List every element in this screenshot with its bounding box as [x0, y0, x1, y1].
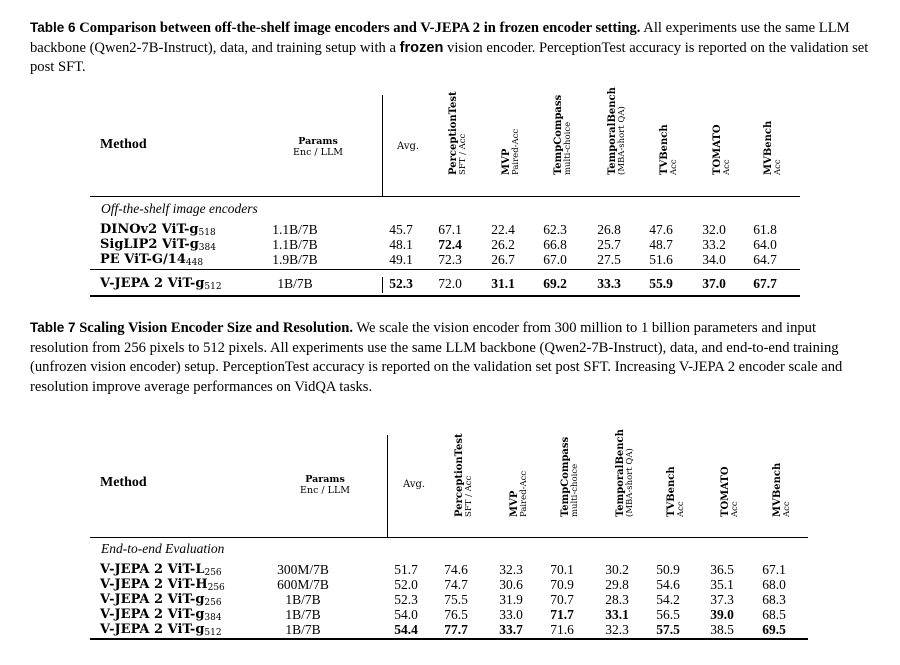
table-row — [90, 222, 800, 238]
benchmark-metric: Paired-Acc — [511, 128, 521, 175]
benchmark-metric: multi-choice — [563, 121, 573, 175]
params-cell: 1B/7B — [285, 592, 321, 607]
table-row — [90, 252, 800, 268]
table7-header-params — [270, 474, 380, 496]
model-resolution: 256 — [204, 568, 222, 578]
table-row — [90, 237, 800, 253]
score-cell: 74.6 — [444, 562, 468, 577]
model-base: SigLIP2 ViT-g — [100, 237, 199, 252]
benchmark-name: TemporalBench — [615, 429, 626, 517]
avg-cell: 54.4 — [394, 622, 418, 637]
benchmark-name: TVBench — [666, 466, 677, 517]
score-cell: 54.6 — [656, 577, 680, 592]
model-base: PE ViT-G/14 — [100, 252, 186, 267]
benchmark-metric: Paired-Acc — [519, 470, 529, 517]
table6-section-label: Off-the-shelf image encoders — [101, 201, 258, 216]
params-cell: 1.1B/7B — [272, 222, 318, 237]
score-cell: 30.2 — [605, 562, 629, 577]
benchmark-name: TempCompass — [553, 94, 564, 175]
score-cell: 48.7 — [649, 237, 673, 252]
benchmark-metric: Acc — [782, 501, 792, 517]
score-cell: 25.7 — [597, 237, 621, 252]
score-cell: 62.3 — [543, 222, 567, 237]
benchmark-name: PerceptionTest — [448, 91, 459, 175]
benchmark-header-tempcompass — [554, 95, 573, 175]
model-base: V-JEPA 2 ViT-H — [100, 577, 208, 592]
table-row — [90, 592, 808, 608]
table6-header-params — [263, 136, 373, 158]
model-resolution: 384 — [198, 243, 216, 253]
table7-bottom-rule — [90, 638, 808, 640]
avg-cell: 52.3 — [389, 276, 413, 291]
score-cell: 67.0 — [543, 252, 567, 267]
score-cell: 76.5 — [444, 607, 468, 622]
avg-cell: 48.1 — [389, 237, 413, 252]
score-cell: 68.3 — [762, 592, 786, 607]
benchmark-header-perceptiontest — [455, 433, 474, 517]
score-cell: 36.5 — [710, 562, 734, 577]
score-cell: 34.0 — [702, 252, 726, 267]
benchmark-name: MVBench — [763, 120, 774, 175]
benchmark-header-perceptiontest — [449, 91, 468, 175]
benchmark-header-temporalbench — [608, 87, 627, 175]
score-cell: 67.1 — [438, 222, 462, 237]
table6-label: Table 6 — [30, 20, 76, 35]
score-cell: 22.4 — [491, 222, 515, 237]
params-cell: 300M/7B — [277, 562, 329, 577]
score-cell: 75.5 — [444, 592, 468, 607]
score-cell: 74.7 — [444, 577, 468, 592]
benchmark-name: TOMATO — [712, 124, 723, 175]
table7-header-separator — [387, 435, 388, 537]
score-cell: 72.4 — [438, 237, 462, 252]
model-base: V-JEPA 2 ViT-g — [100, 592, 205, 607]
table-row — [90, 562, 808, 578]
model-name — [100, 276, 222, 295]
table6-header-rule — [90, 196, 800, 197]
model-resolution: 512 — [204, 282, 222, 292]
benchmark-header-mvbench — [773, 463, 792, 517]
table7 — [90, 429, 808, 645]
benchmark-name: TVBench — [659, 124, 670, 175]
benchmark-metric: (MBA-short QA) — [625, 448, 635, 517]
benchmark-name: TemporalBench — [607, 87, 618, 175]
model-base: V-JEPA 2 ViT-g — [100, 607, 205, 622]
score-cell: 66.8 — [543, 237, 567, 252]
table6 — [90, 87, 800, 300]
score-cell: 72.3 — [438, 252, 462, 267]
benchmark-name: TOMATO — [720, 466, 731, 517]
score-cell: 71.6 — [550, 622, 574, 637]
table7-header-params-bottom: Enc / LLM — [300, 485, 350, 496]
score-cell: 68.5 — [762, 607, 786, 622]
table7-caption — [30, 318, 875, 397]
score-cell: 55.9 — [649, 276, 673, 291]
benchmark-header-tvbench — [660, 124, 679, 175]
score-cell: 30.6 — [499, 577, 523, 592]
benchmark-name: TempCompass — [560, 436, 571, 517]
avg-cell: 49.1 — [389, 252, 413, 267]
benchmark-metric: (MBA-short QA) — [617, 106, 627, 175]
model-resolution: 518 — [198, 228, 216, 238]
benchmark-metric: Acc — [669, 159, 679, 175]
table6-final-rule — [90, 269, 800, 270]
model-resolution: 256 — [204, 598, 222, 608]
score-cell: 39.0 — [710, 607, 734, 622]
model-resolution: 256 — [207, 583, 225, 593]
model-base: DINOv2 ViT-g — [100, 222, 199, 237]
score-cell: 33.2 — [702, 237, 726, 252]
score-cell: 70.1 — [550, 562, 574, 577]
benchmark-metric: Acc — [722, 159, 732, 175]
table6-title: Comparison between off-the-shelf image encoders and V-JEPA 2 in frozen encoder setting. — [79, 20, 641, 36]
table6-header-separator — [382, 95, 383, 196]
score-cell: 69.2 — [543, 276, 567, 291]
score-cell: 33.7 — [499, 622, 523, 637]
table6-caption-emph: frozen — [399, 39, 444, 56]
table7-header-avg: Avg. — [403, 479, 426, 490]
benchmark-name: MVBench — [772, 462, 783, 517]
table-row — [90, 607, 808, 623]
avg-cell: 52.0 — [394, 577, 418, 592]
table6-header-params-bottom: Enc / LLM — [293, 147, 343, 158]
score-cell: 61.8 — [753, 222, 777, 237]
score-cell: 31.1 — [491, 276, 515, 291]
table-row — [90, 577, 808, 593]
table7-header-method: Method — [100, 475, 147, 490]
score-cell: 47.6 — [649, 222, 673, 237]
score-cell: 26.8 — [597, 222, 621, 237]
params-cell: 1B/7B — [277, 276, 313, 291]
score-cell: 32.0 — [702, 222, 726, 237]
table-row — [90, 276, 800, 292]
avg-cell: 45.7 — [389, 222, 413, 237]
score-cell: 38.5 — [710, 622, 734, 637]
score-cell: 50.9 — [656, 562, 680, 577]
table7-caption-text: We scale the vision encoder from 300 million to 1 billion parameters and input resolution from 256 pixels to 512 pixels. All experiments use the same LLM backbone (Qwen2-7B-Instruct), data, and end-to-end training (unfrozen vision encoder) setup. PerceptionTest accuracy is reported on the validation set post SFT. Increasing V-JEPA 2 encoder scale and resolution improve average performances on VidQA tasks. — [30, 320, 843, 395]
benchmark-metric: SFT / Acc — [464, 475, 474, 517]
table6-caption-text-a: All experiments use the same LLM backbone (Qwen2-7B-Instruct), data, and training setup with a — [30, 20, 850, 56]
score-cell: 27.5 — [597, 252, 621, 267]
score-cell: 33.0 — [499, 607, 523, 622]
score-cell: 68.0 — [762, 577, 786, 592]
model-resolution: 448 — [185, 258, 204, 268]
model-base: V-JEPA 2 ViT-g — [100, 276, 205, 291]
table6-header-method: Method — [100, 137, 147, 152]
table7-header-rule — [90, 537, 808, 538]
avg-cell: 51.7 — [394, 562, 418, 577]
table6-caption — [30, 18, 875, 78]
benchmark-header-tomato — [721, 466, 740, 517]
table-row — [90, 622, 808, 638]
score-cell: 70.9 — [550, 577, 574, 592]
model-resolution: 512 — [204, 628, 222, 638]
table7-section-label: End-to-end Evaluation — [101, 541, 225, 556]
params-cell: 1B/7B — [285, 622, 321, 637]
table6-bottom-rule — [90, 295, 800, 297]
benchmark-header-temporalbench — [616, 429, 635, 517]
table7-title: Scaling Vision Encoder Size and Resolution. — [79, 320, 354, 336]
score-cell: 71.7 — [550, 607, 574, 622]
score-cell: 35.1 — [710, 577, 734, 592]
score-cell: 26.7 — [491, 252, 515, 267]
score-cell: 72.0 — [438, 276, 462, 291]
avg-cell: 54.0 — [394, 607, 418, 622]
score-cell: 32.3 — [605, 622, 629, 637]
benchmark-metric: multi-choice — [570, 463, 580, 517]
benchmark-name: MVP — [501, 148, 512, 175]
model-base: V-JEPA 2 ViT-g — [100, 622, 205, 637]
benchmark-header-tempcompass — [561, 437, 580, 517]
benchmark-header-mvbench — [764, 121, 783, 175]
model-resolution: 384 — [204, 613, 222, 623]
benchmark-header-tvbench — [667, 466, 686, 517]
score-cell: 64.7 — [753, 252, 777, 267]
benchmark-name: MVP — [509, 490, 520, 517]
score-cell: 51.6 — [649, 252, 673, 267]
score-cell: 67.1 — [762, 562, 786, 577]
table6-caption-text-b: vision encoder. PerceptionTest accuracy is reported on the validation set post SFT. — [30, 39, 869, 75]
benchmark-metric: Acc — [676, 501, 686, 517]
benchmark-name: PerceptionTest — [454, 433, 465, 517]
score-cell: 28.3 — [605, 592, 629, 607]
params-cell: 1.9B/7B — [272, 252, 318, 267]
table6-header-avg: Avg. — [397, 141, 420, 152]
params-cell: 600M/7B — [277, 577, 329, 592]
benchmark-metric: Acc — [773, 159, 783, 175]
score-cell: 29.8 — [605, 577, 629, 592]
benchmark-header-mvp — [510, 471, 529, 517]
score-cell: 64.0 — [753, 237, 777, 252]
benchmark-metric: SFT / Acc — [458, 133, 468, 175]
params-cell: 1.1B/7B — [272, 237, 318, 252]
score-cell: 77.7 — [444, 622, 468, 637]
score-cell: 31.9 — [499, 592, 523, 607]
score-cell: 33.3 — [597, 276, 621, 291]
score-cell: 37.0 — [702, 276, 726, 291]
score-cell: 57.5 — [656, 622, 680, 637]
score-cell: 54.2 — [656, 592, 680, 607]
benchmark-header-mvp — [502, 129, 521, 175]
score-cell: 37.3 — [710, 592, 734, 607]
score-cell: 33.1 — [605, 607, 629, 622]
score-cell: 56.5 — [656, 607, 680, 622]
score-cell: 69.5 — [762, 622, 786, 637]
model-base: V-JEPA 2 ViT-L — [100, 562, 205, 577]
score-cell: 32.3 — [499, 562, 523, 577]
score-cell: 67.7 — [753, 276, 777, 291]
benchmark-header-tomato — [713, 124, 732, 175]
score-cell: 70.7 — [550, 592, 574, 607]
table7-label: Table 7 — [30, 320, 76, 335]
table7-header-params-top: Params — [305, 474, 345, 485]
params-cell: 1B/7B — [285, 607, 321, 622]
benchmark-metric: Acc — [730, 501, 740, 517]
table6-header-params-top: Params — [298, 136, 338, 147]
avg-cell: 52.3 — [394, 592, 418, 607]
score-cell: 26.2 — [491, 237, 515, 252]
